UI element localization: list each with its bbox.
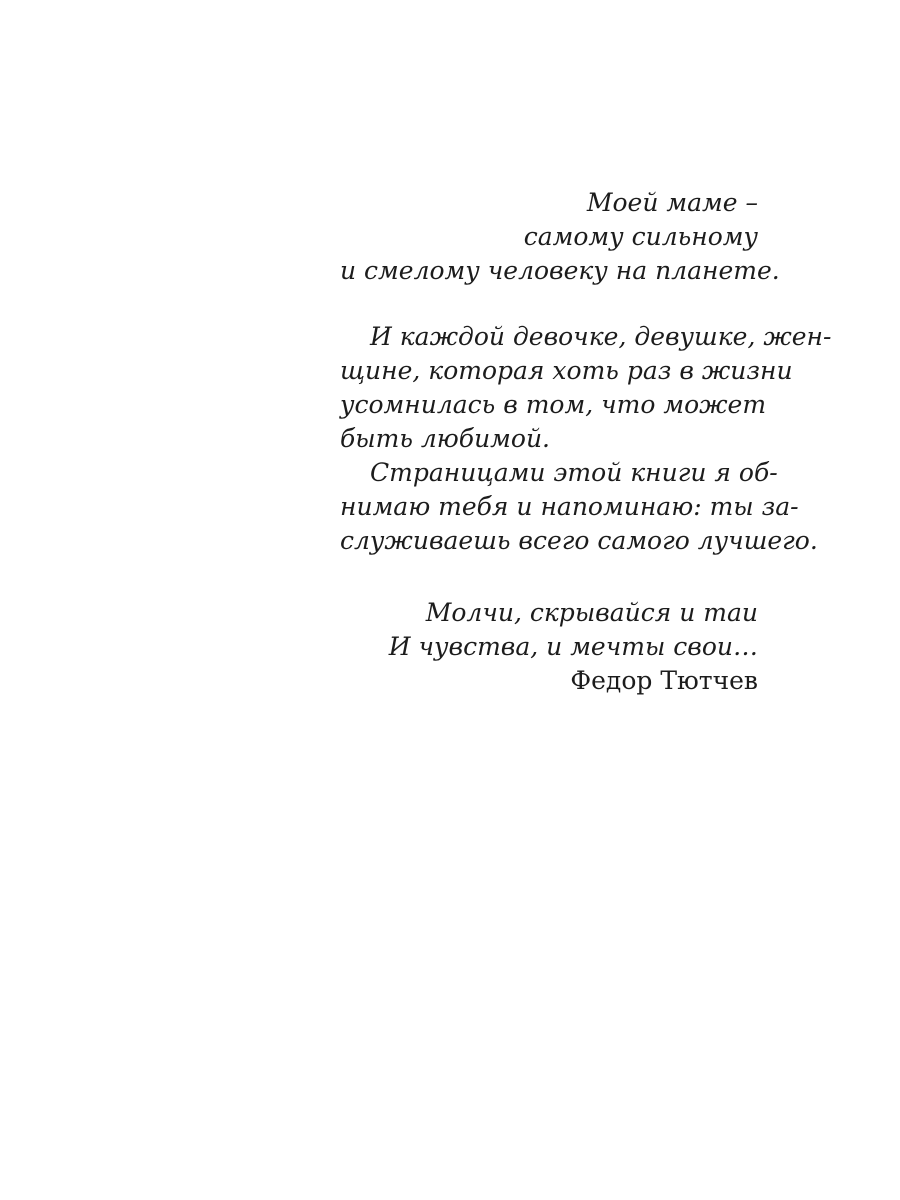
epigraph-line: Молчи, скрывайся и таи [425,598,758,627]
dedication-line: и смелому человеку на планете. [340,256,780,285]
epigraph [340,596,758,698]
epigraph-author: Федор Тютчев [570,666,758,695]
epigraph-line: И чувства, и мечты свои… [388,632,758,661]
paragraph-line: Страницами этой книги я об- [370,458,778,487]
dedication-body [340,320,832,558]
paragraph-line: служиваешь всего самого лучшего. [340,526,818,555]
paragraph-line: усомнилась в том, что может [340,390,767,419]
paragraph-line: нимаю тебя и напоминаю: ты за- [340,492,799,521]
paragraph-1 [340,320,832,456]
paragraph-line: щине, которая хоть раз в жизни [340,356,793,385]
dedication-line: Моей маме – [586,188,758,217]
paragraph-2 [340,456,818,558]
paragraph-line: И каждой девочке, девушке, жен- [370,322,832,351]
dedication-line: самому сильному [523,222,758,251]
dedication [340,186,780,288]
paragraph-line: быть любимой. [340,424,550,453]
